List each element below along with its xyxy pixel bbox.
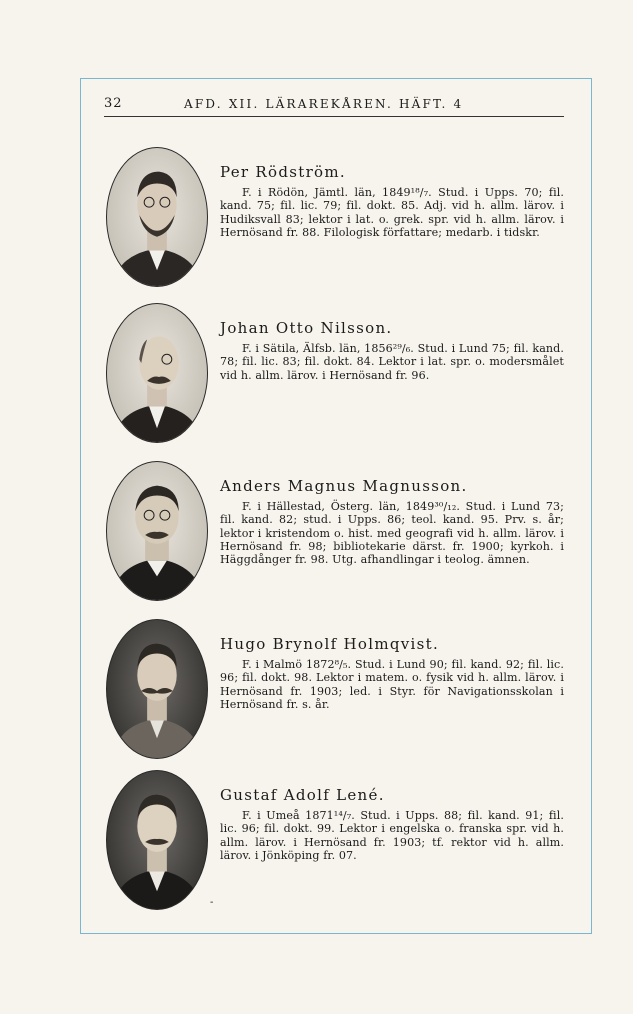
biography-entry <box>104 461 574 606</box>
person-biography: F. i Rödön, Jämtl. län, 1849¹⁸/₇. Stud. i Upps. 70; fil. kand. 75; fil. lic. 79; fil. dokt. 85. Adj. vid h. allm. lärov. i Hudiksvall 83; lektor i lat. o. grek. spr. vid h. allm. lärov. i Hernösand fr. 88. Filologisk författare; medarb. i tidskr. <box>220 186 564 239</box>
person-biography: F. i Umeå 1871¹⁴/₇. Stud. i Upps. 88; fil. kand. 91; fil. lic. 96; fil. dokt. 99. Lektor i engelska o. franska spr. vid h. allm. lärov. i Hernösand fr. 1903; tf. rektor vid h. allm. lärov. i Jönköping fr. 07. <box>220 809 564 862</box>
footer-mark: - <box>210 897 214 908</box>
portrait-photo <box>106 461 208 601</box>
person-name: Gustaf Adolf Lené. <box>220 786 385 804</box>
portrait-photo <box>106 619 208 759</box>
biography-entry <box>104 303 574 448</box>
person-biography: F. i Malmö 1872⁸/₅. Stud. i Lund 90; fil. kand. 92; fil. lic. 96; fil. dokt. 98. Lektor i matem. o. fysik vid h. allm. lärov. i Hernösand fr. 1903; led. i Styr. för Navigationsskolan i Hernösand fr. s. år. <box>220 658 564 711</box>
portrait-photo <box>106 770 208 910</box>
person-name: Per Rödström. <box>220 163 346 181</box>
person-biography: F. i Sätila, Älfsb. län, 1856²⁹/₆. Stud. i Lund 75; fil. kand. 78; fil. lic. 83; fil. dokt. 84. Lektor i lat. spr. o. modersmålet vid h. allm. lärov. i Hernösand fr. 96. <box>220 342 564 382</box>
running-header <box>104 96 564 117</box>
person-name: Anders Magnus Magnusson. <box>220 477 468 495</box>
portrait-photo <box>106 303 208 443</box>
person-biography: F. i Hällestad, Österg. län, 1849³⁰/₁₂. Stud. i Lund 73; fil. kand. 82; stud. i Upps. 86; teol. kand. 95. Prv. s. år; lektor i kristendom o. hist. med geografi vid h. allm. lärov. i Hernösand fr. 98; bibliotekarie därst. fr. 1900; kyrkoh. i Häggdånger fr. 98. Utg. afhandlingar i teolog. ämnen. <box>220 500 564 567</box>
biography-entry <box>104 619 574 764</box>
person-name: Johan Otto Nilsson. <box>220 319 393 337</box>
running-title: AFD. XII. LÄRAREKÅREN. HÄFT. 4 <box>184 97 464 111</box>
portrait-photo <box>106 147 208 287</box>
person-name: Hugo Brynolf Holmqvist. <box>220 635 440 653</box>
page-number: 32 <box>104 96 123 111</box>
biography-entry <box>104 147 574 292</box>
biography-entry <box>104 770 574 915</box>
